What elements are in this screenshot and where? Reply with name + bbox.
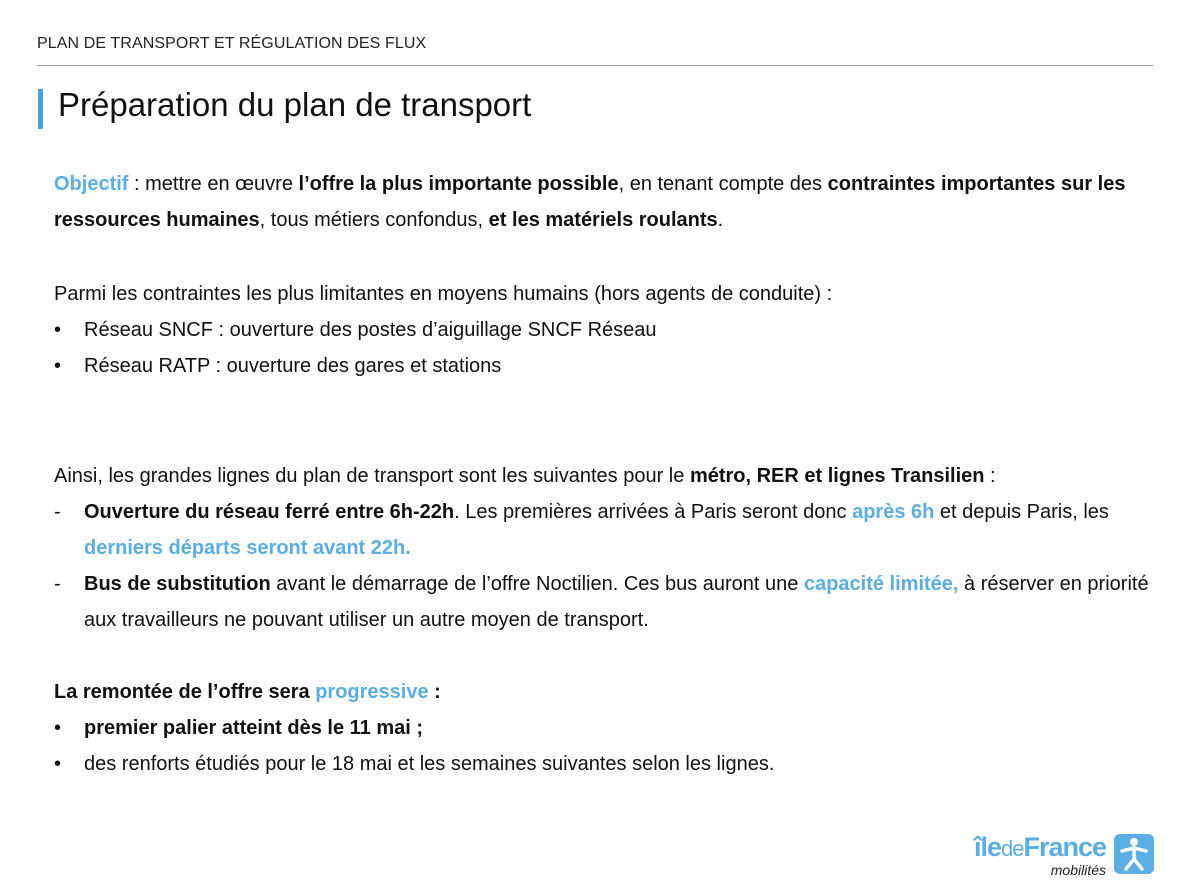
objective-text-1: : mettre en œuvre <box>128 173 299 195</box>
constraints-intro: Parmi les contraintes les plus limitantes en moyens humains (hors agents de conduite) : <box>54 283 833 305</box>
list-item <box>54 710 1164 746</box>
objective-bold-3: et les matériels roulants <box>488 209 718 231</box>
objective-text-2: , en tenant compte des <box>618 173 828 195</box>
plan-intro-bold: métro, RER et lignes Transilien <box>689 465 985 487</box>
plan-item1-blue-2: derniers départs seront avant 22h. <box>84 537 411 559</box>
title-accent-bar <box>38 89 43 129</box>
plan-intro <box>54 458 1164 494</box>
objective-text-3: , tous métiers confondus, <box>259 209 489 231</box>
plan-item1-text-2: et depuis Paris, les <box>934 501 1109 523</box>
plan-item1-bold: Ouverture du réseau ferré entre 6h-22h <box>84 501 455 523</box>
rampup-heading-text-1: La remontée de l’offre sera <box>54 681 316 703</box>
logo-word-france: France <box>1023 832 1106 862</box>
constraint-sncf: Réseau SNCF : ouverture des postes d’aiguillage SNCF Réseau <box>84 319 657 341</box>
plan-item2-bold: Bus de substitution <box>84 573 271 595</box>
objective-label: Objectif <box>54 173 129 195</box>
objective-paragraph <box>54 166 1164 238</box>
rampup-heading-text-2: : <box>428 681 441 703</box>
plan-item2-blue-1: capacité limitée, <box>803 573 959 595</box>
bullet-marker: • <box>54 319 62 341</box>
plan-list <box>54 494 1164 638</box>
plan-intro-text-2: : <box>984 465 996 487</box>
dash-marker: - <box>54 573 61 595</box>
slide-content <box>54 166 1164 782</box>
constraints-list <box>54 312 1164 384</box>
objective-bold-1: l’offre la plus importante possible <box>298 173 619 195</box>
rampup-list <box>54 710 1164 782</box>
bullet-marker: • <box>54 717 62 739</box>
list-item <box>54 746 1164 782</box>
plan-item2-text-1: avant le démarrage de l’offre Noctilien. Ces bus auront une <box>270 573 804 595</box>
rampup-heading <box>54 674 1164 710</box>
plan-item1-text-1: . Les premières arrivées à Paris seront donc <box>454 501 853 523</box>
rampup-heading-blue: progressive <box>315 681 429 703</box>
objective-bold-2: contraintes importantes sur les ressources humaines <box>54 173 1126 231</box>
section-header: PLAN DE TRANSPORT ET RÉGULATION DES FLUX <box>37 35 427 52</box>
list-item <box>54 566 1164 638</box>
rampup-item-1: premier palier atteint dès le 11 mai ; <box>84 717 424 739</box>
constraint-ratp: Réseau RATP : ouverture des gares et stations <box>84 355 502 377</box>
idf-mobilites-logo <box>948 832 1156 880</box>
walking-person-icon <box>1114 834 1154 874</box>
logo-wordmark <box>974 832 1106 863</box>
bullet-marker: • <box>54 355 62 377</box>
page-title: Préparation du plan de transport <box>58 86 532 123</box>
plan-item2-text-2: à réserver en priorité aux travailleurs ne pouvant utiliser un autre moyen de transport. <box>84 573 1149 631</box>
bullet-marker: • <box>54 753 62 775</box>
list-item <box>54 494 1164 566</box>
logo-word-ile: île <box>973 832 1001 862</box>
logo-subtitle: mobilités <box>1050 862 1106 878</box>
header-divider <box>37 65 1153 66</box>
plan-intro-text-1: Ainsi, les grandes lignes du plan de transport sont les suivantes pour le <box>54 465 690 487</box>
plan-item1-blue-1: après 6h <box>852 501 935 523</box>
logo-word-de: de <box>1000 836 1024 861</box>
objective-text-4: . <box>717 209 724 231</box>
list-item <box>54 348 1164 384</box>
dash-marker: - <box>54 501 61 523</box>
rampup-item-2: des renforts étudiés pour le 18 mai et les semaines suivantes selon les lignes. <box>84 753 775 775</box>
list-item <box>54 312 1164 348</box>
